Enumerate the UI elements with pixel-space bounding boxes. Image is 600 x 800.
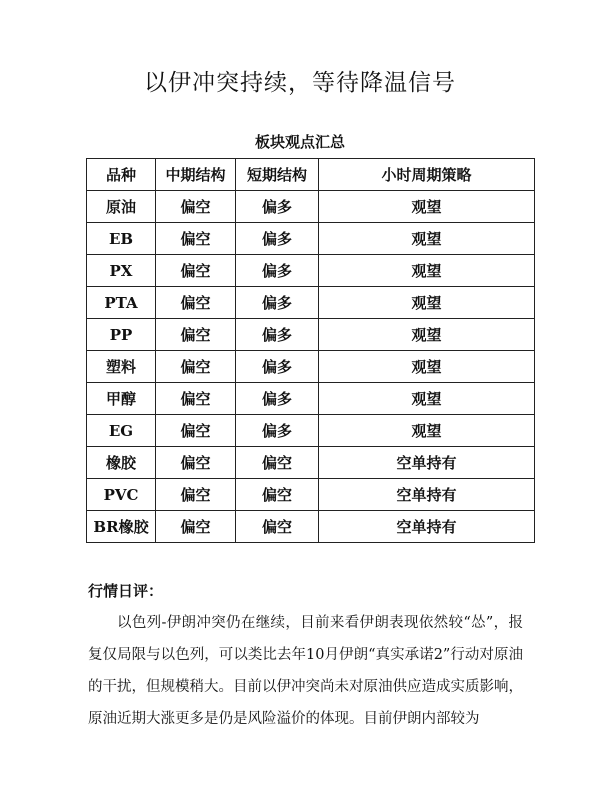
cell-hourly-strategy: 观望 [319, 255, 535, 287]
cell-hourly-strategy: 观望 [319, 415, 535, 447]
table-row [87, 415, 535, 447]
cell-hourly-strategy: 观望 [319, 191, 535, 223]
commentary-heading: 行情日评： [88, 582, 164, 600]
commentary-body [88, 607, 523, 735]
header-variety: 品种 [87, 159, 156, 191]
cell-short-term: 偏多 [236, 287, 319, 319]
cell-variety: 甲醇 [87, 383, 156, 415]
cell-mid-term: 偏空 [156, 287, 236, 319]
table-row [87, 191, 535, 223]
cell-short-term: 偏多 [236, 191, 319, 223]
table-row [87, 287, 535, 319]
cell-variety: PTA [87, 287, 156, 319]
cell-short-term: 偏多 [236, 223, 319, 255]
cell-hourly-strategy: 空单持有 [319, 479, 535, 511]
cell-mid-term: 偏空 [156, 351, 236, 383]
table-caption: 板块观点汇总 [254, 133, 345, 151]
cell-mid-term: 偏空 [156, 511, 236, 543]
cell-variety: 塑料 [87, 351, 156, 383]
table-row [87, 223, 535, 255]
cell-variety: EB [87, 223, 156, 255]
cell-variety: PP [87, 319, 156, 351]
table-header-row [87, 159, 535, 191]
cell-mid-term: 偏空 [156, 415, 236, 447]
cell-mid-term: 偏空 [156, 479, 236, 511]
cell-variety: PX [87, 255, 156, 287]
table-row [87, 255, 535, 287]
cell-mid-term: 偏空 [156, 191, 236, 223]
cell-short-term: 偏多 [236, 255, 319, 287]
cell-hourly-strategy: 观望 [319, 351, 535, 383]
table-row [87, 319, 535, 351]
cell-hourly-strategy: 观望 [319, 287, 535, 319]
cell-hourly-strategy: 空单持有 [319, 511, 535, 543]
cell-hourly-strategy: 观望 [319, 383, 535, 415]
header-mid-term: 中期结构 [156, 159, 236, 191]
table-row [87, 351, 535, 383]
cell-mid-term: 偏空 [156, 447, 236, 479]
table-row [87, 447, 535, 479]
cell-short-term: 偏空 [236, 511, 319, 543]
cell-short-term: 偏多 [236, 319, 319, 351]
commentary-paragraph: 以色列-伊朗冲突仍在继续，目前来看伊朗表现依然较“怂”，报复仅局限与以色列，可以类比去年10月伊朗“真实承诺2”行动对原油的干扰，但规模稍大。目前以伊冲突尚未对原油供应造成实质影响，原油近期大涨更多是仍是风险溢价的体现。目前伊朗内部较为 [88, 615, 523, 727]
cell-variety: 橡胶 [87, 447, 156, 479]
header-short-term: 短期结构 [236, 159, 319, 191]
table-row [87, 479, 535, 511]
cell-short-term: 偏多 [236, 383, 319, 415]
cell-mid-term: 偏空 [156, 223, 236, 255]
table-row [87, 511, 535, 543]
cell-hourly-strategy: 观望 [319, 223, 535, 255]
cell-mid-term: 偏空 [156, 319, 236, 351]
document-title: 以伊冲突持续，等待降温信号 [144, 70, 456, 96]
cell-mid-term: 偏空 [156, 255, 236, 287]
cell-short-term: 偏多 [236, 351, 319, 383]
cell-hourly-strategy: 空单持有 [319, 447, 535, 479]
cell-short-term: 偏空 [236, 479, 319, 511]
cell-mid-term: 偏空 [156, 383, 236, 415]
cell-variety: BR橡胶 [87, 511, 156, 543]
cell-variety: EG [87, 415, 156, 447]
cell-variety: PVC [87, 479, 156, 511]
table-row [87, 383, 535, 415]
cell-short-term: 偏空 [236, 447, 319, 479]
cell-variety: 原油 [87, 191, 156, 223]
cell-hourly-strategy: 观望 [319, 319, 535, 351]
sector-summary-table [86, 158, 535, 543]
cell-short-term: 偏多 [236, 415, 319, 447]
header-hourly-strategy: 小时周期策略 [319, 159, 535, 191]
